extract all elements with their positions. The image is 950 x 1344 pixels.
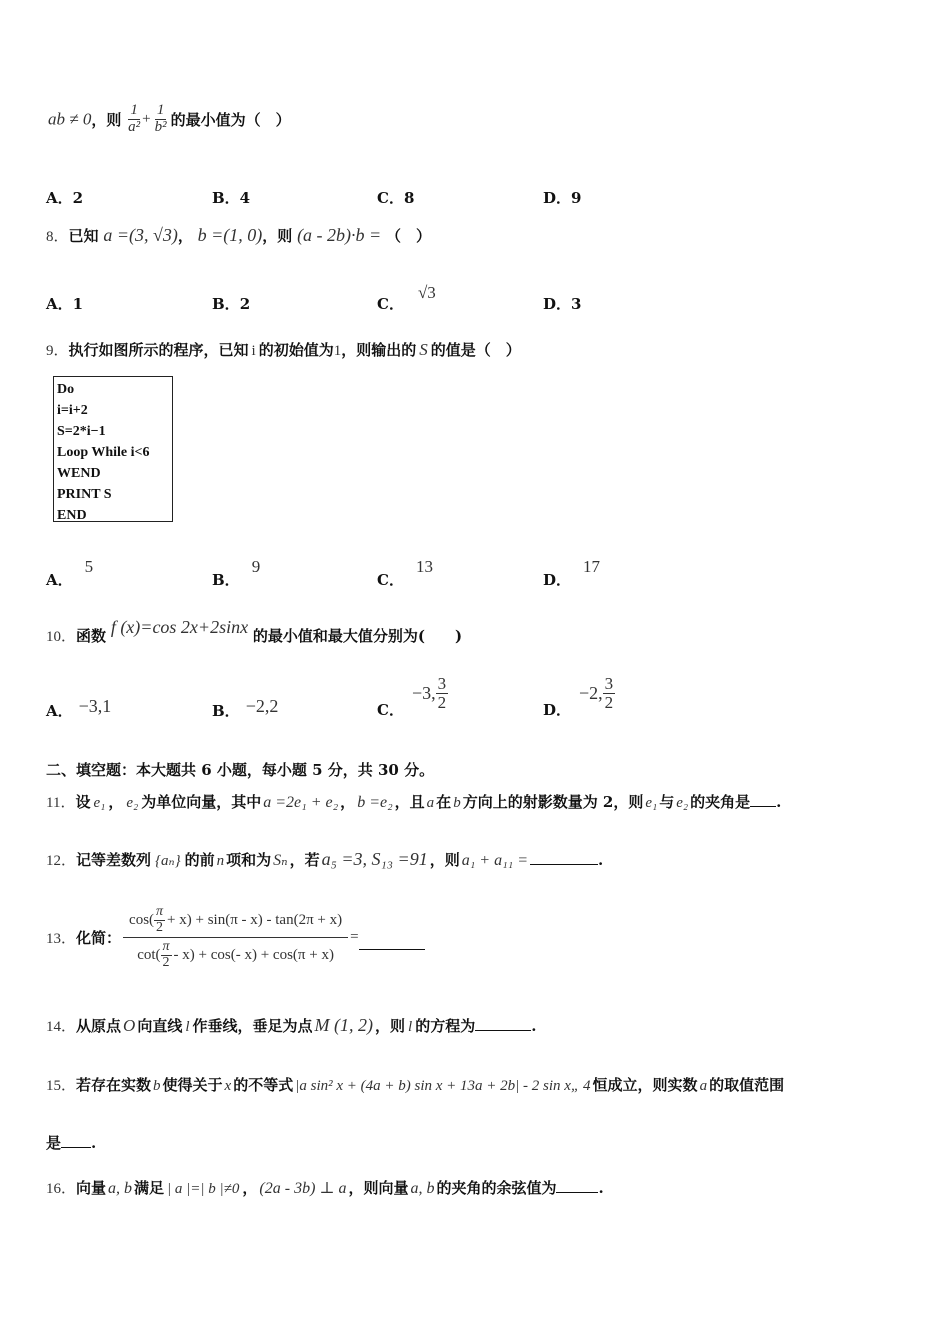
q15-line-2: 是 . [46,1134,97,1152]
q9-line: 9．执行如图所示的程序，已知 i 的初始值为1，则输出的 S 的值是（ ） [46,340,521,359]
q8-option-c: C．√3 [377,283,436,313]
question-number: 16． [46,1181,77,1197]
q10-option-b: B． −2,2 [212,696,279,720]
question-number: 15． [46,1078,77,1094]
code-line: PRINT S [57,487,112,502]
q10-function: f (x)=cos 2x+2sinx [110,617,249,637]
q9-option-b: B．9 [212,557,261,589]
code-line: END [57,508,87,523]
q8-option-d: D．3 [543,295,582,313]
q16-line: 16．向量 a, b 满足 | a |=| b |≠0 ， (2a - 3b) ⊥ a ，则向量 a, b 的夹角的余弦值为 . [46,1179,604,1197]
q15-line: 15．若存在实数 b 使得关于 x 的不等式 |a sin² x + (4a + b) sin x + 13a + 2b| - 2 sin x„ 4 恒成立，则实数 a 的取值范围 [46,1076,785,1094]
question-number: 12． [46,853,77,869]
q13-denominator: cot( $\frac{\pi}{2}$ - x) + cos(- x) + cos(π + x) [137,939,334,971]
q8-option-b: B．2 [212,295,251,313]
q10-line: 10．函数 f (x)=cos 2x+2sinx 的最小值和最大值分别为( ) [46,617,463,645]
code-line: Do [57,382,75,397]
q11-line: 11．设 e₁ ， e₂ 为单位向量，其中 a =2e₁ + e₂ ， b =e₂ ，且 a 在 b 方向上的射影数量为 2，则 e₁ 与 e₂ 的夹角是 . [46,793,782,811]
code-line: i=i+2 [57,403,88,418]
q10-question: 的最小值和最大值分别为( ) [252,627,463,645]
answer-blank[interactable] [556,1180,598,1193]
q10-option-d: D． −2, $\frac{3}{2}$ [543,674,614,719]
q14-line: 14．从原点 O 向直线 l 作垂线，垂足为点 M (1, 2) ，则 l 的方程为 . [46,1015,537,1035]
q10-option-a: A． −3,1 [46,696,112,720]
q13-line: 13． 化简： cos( $\frac{\pi}{2}$ + x) + sin(π - x) - tan(2π + x) cot( $\frac{\pi}{2}$ - x) + cos(- x) + cos(π + x) = [46,905,425,971]
question-number: 14． [46,1019,77,1035]
q12-line: 12．记等差数列 {aₙ} 的前 n 项和为 Sₙ ，若 a₅ =3, S₁₃ =91 ，则 a₁ + a₁₁ = . [46,849,604,869]
program-code-box [53,376,173,522]
q10-option-c: C． −3, $\frac{3}{2}$ [377,674,447,719]
q7-option-c: C．8 [377,189,415,207]
question-number: 9． [46,343,69,359]
code-line: Loop While i<6 [57,445,150,460]
answer-paren: （ ） [385,227,431,245]
q7-condition: ab ≠ 0 [48,109,92,129]
answer-blank[interactable] [359,937,425,950]
code-line: S=2*i−1 [57,424,106,439]
q8-line: 8．已知 a =(3, √3)， b =(1, 0)，则 (a - 2b)·b = （ ） [46,225,431,245]
q9-option-a: A．5 [46,557,94,589]
question-number: 10． [46,629,77,645]
q13-fraction [123,905,348,971]
question-number: 8． [46,229,69,245]
q8-vector-b: b =(1, 0) [197,225,263,245]
q15-inequality: |a sin² x + (4a + b) sin x + 13a + 2b| - 2 sin x„ 4 [295,1078,591,1094]
q7-option-d: D．9 [543,189,582,207]
q7-question: 的最小值为（ ） [170,110,291,129]
q7-option-a: A．2 [46,189,84,207]
q8-expression: (a - 2b)·b = [297,225,382,245]
answer-blank[interactable] [530,852,598,865]
question-number: 13． [46,931,77,948]
q9-option-c: C．13 [377,557,433,589]
q8-vector-a: a =(3, √3) [103,225,178,245]
q7-fraction-2: $\frac{1}{\text{b²}}$ [154,102,167,135]
code-line: WEND [57,466,101,481]
q8-option-a: A．1 [46,295,84,313]
answer-blank[interactable] [750,794,776,807]
q7-option-b: B．4 [212,189,251,207]
q13-numerator: cos( $\frac{\pi}{2}$ + x) + sin(π - x) - tan(2π + x) [123,905,348,938]
answer-blank[interactable] [61,1135,91,1148]
answer-blank[interactable] [475,1018,531,1031]
q7-fraction-1: $\frac{1}{\text{a²}}$ [128,102,141,135]
section-heading: 二、填空题：本大题共 6 小题，每小题 5 分，共 30 分。 [46,761,435,779]
q9-option-d: D．17 [543,557,601,589]
question-number: 11． [46,795,76,811]
q7-line: ab ≠ 0，则 $\frac{1}{\text{a²}}$ + $\frac{1}{\text{b²}}$ 的最小值为（ ） [48,102,291,135]
